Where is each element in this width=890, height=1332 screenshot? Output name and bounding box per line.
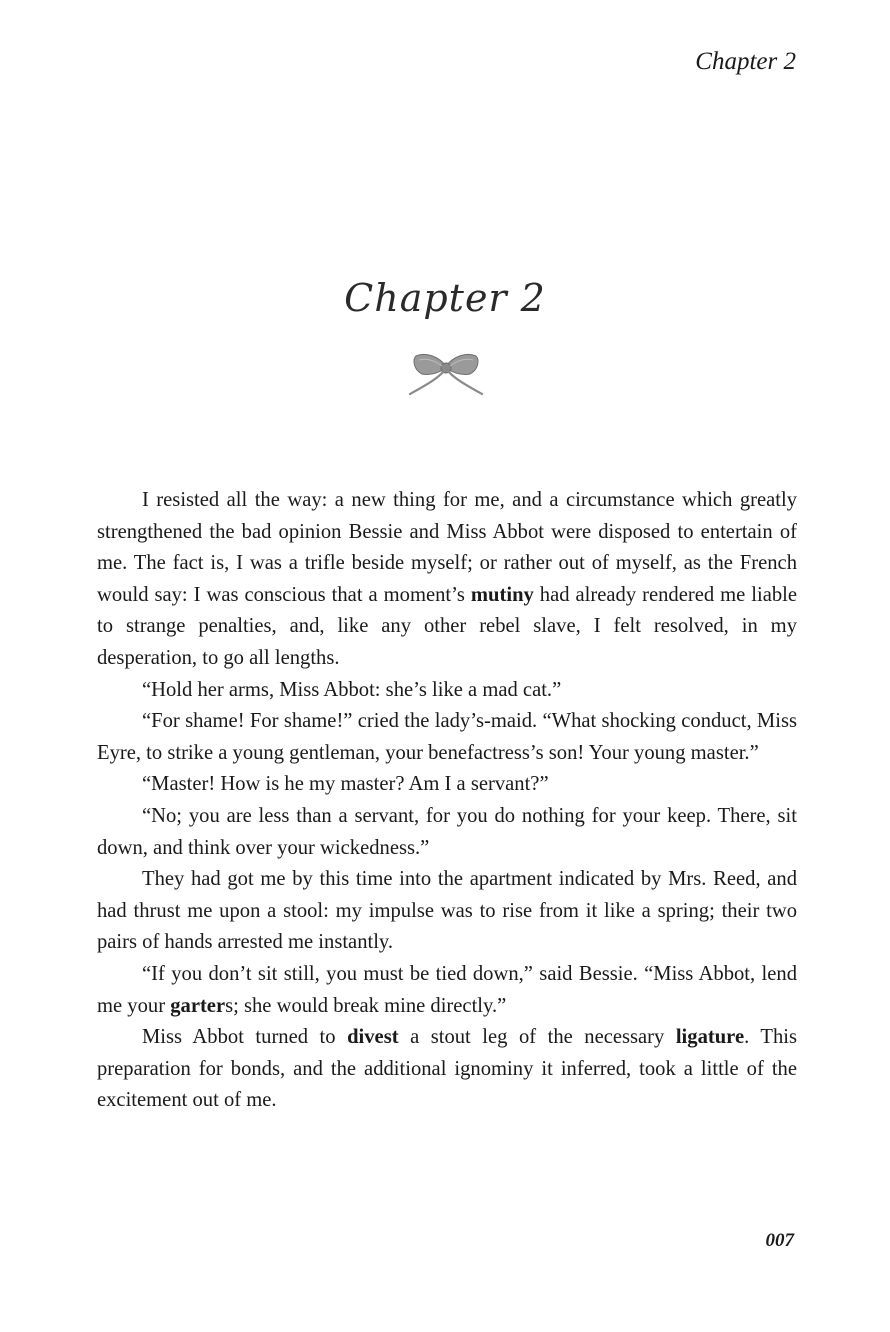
text-run: s; she would break mine directly.” <box>225 994 507 1017</box>
running-head: Chapter 2 <box>695 48 796 75</box>
text-run: “No; you are less than a servant, for you do nothing for your keep. There, sit down, and think over your wickedness.” <box>97 804 797 859</box>
text-run: a stout leg of the necessary <box>398 1026 676 1049</box>
text-run: “For shame! For shame!” cried the lady’s-maid. “What shocking conduct, Miss Eyre, to strike a young gentleman, your benefactress’s son! Your young master.” <box>97 710 797 764</box>
vocab-word: ligature <box>675 1026 745 1049</box>
paragraph <box>97 1022 797 1117</box>
body-text <box>97 485 797 1117</box>
paragraph <box>97 769 797 801</box>
text-run: . This preparation for bonds, and the additional ignominy it inferred, took a little of the excitement out of me. <box>97 1026 797 1112</box>
text-run: “If you don’t sit still, you must be tied down,” said Bessie. “Miss Abbot, lend me your <box>97 962 797 1017</box>
text-run: had already rendered me liable to strange penalties, and, like any other rebel slave, I felt resolved, in my desperation, to go all lengths. <box>97 583 797 669</box>
text-run: I resisted all the way: a new thing for me, and a circumstance which greatly strengthened the bad opinion Bessie and Miss Abbot were disposed to entertain of me. The fact is, I was a trifle beside myself; or rather out of myself, as the French would say: I was conscious that a moment’s <box>97 489 797 606</box>
text-run: “Master! How is he my master? Am I a servant?” <box>142 773 549 796</box>
paragraph <box>97 706 797 769</box>
paragraph <box>97 959 797 1022</box>
vocab-word: mutiny <box>470 583 534 606</box>
paragraph <box>97 485 797 675</box>
text-run: “Hold her arms, Miss Abbot: she’s like a mad cat.” <box>142 678 562 701</box>
paragraph <box>97 801 797 864</box>
bow-ornament-icon <box>404 348 488 400</box>
vocab-word: divest <box>347 1026 399 1049</box>
paragraph <box>97 675 797 707</box>
chapter-title: Chapter 2 <box>344 276 546 320</box>
text-run: Miss Abbot turned to <box>142 1026 348 1049</box>
text-run: They had got me by this time into the apartment indicated by Mrs. Reed, and had thrust me upon a stool: my impulse was to rise from it like a spring; their two pairs of hands arrested me instantly. <box>97 868 797 954</box>
vocab-word: garter <box>170 994 226 1017</box>
paragraph <box>97 864 797 959</box>
page-number: 007 <box>765 1230 794 1251</box>
